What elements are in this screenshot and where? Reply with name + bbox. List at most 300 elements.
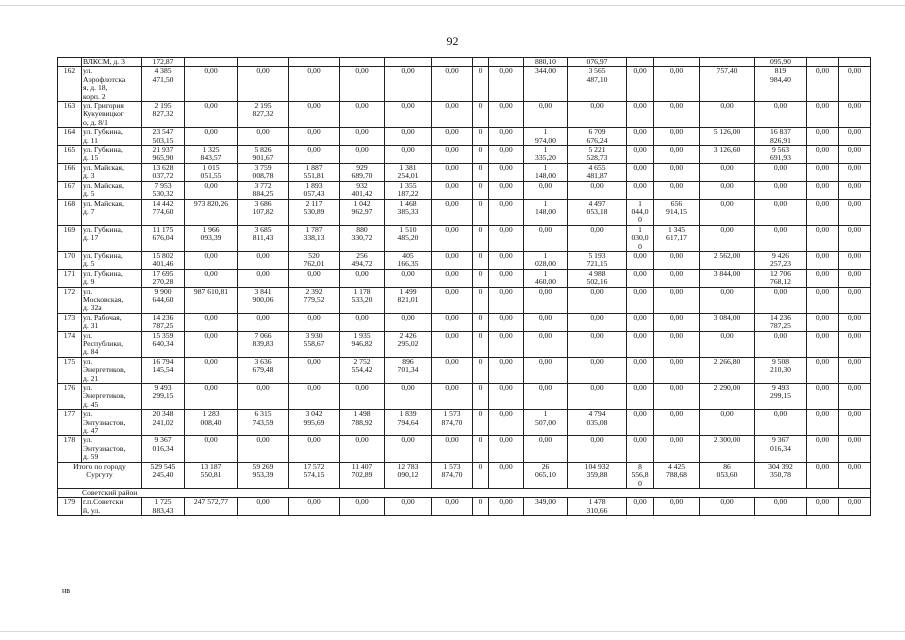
value-cell: 3 636 679,48 bbox=[238, 357, 289, 383]
value-cell: 21 937 965,90 bbox=[142, 146, 185, 164]
value-cell: 0 bbox=[473, 436, 489, 462]
value-cell: 0,00 bbox=[340, 146, 385, 164]
value-cell: 0 bbox=[473, 225, 489, 251]
value-cell: 0,00 bbox=[432, 287, 473, 313]
value-cell: 0 bbox=[473, 102, 489, 128]
value-cell: 0 bbox=[473, 199, 489, 225]
value-cell: 0,00 bbox=[839, 181, 871, 199]
value-cell: 0,00 bbox=[839, 146, 871, 164]
value-cell: 0,00 bbox=[524, 225, 568, 251]
value-cell: 0 bbox=[473, 67, 489, 102]
value-cell: 0,00 bbox=[627, 436, 654, 462]
value-cell: 656 914,15 bbox=[654, 199, 700, 225]
table-row bbox=[58, 102, 871, 128]
value-cell: 0,00 bbox=[489, 181, 524, 199]
value-cell: 0,00 bbox=[627, 357, 654, 383]
value-cell: 0,00 bbox=[654, 102, 700, 128]
value-cell: 0 bbox=[473, 163, 489, 181]
value-cell: 3 126,60 bbox=[700, 146, 755, 164]
value-cell: 0,00 bbox=[489, 163, 524, 181]
value-cell: 9 563 691,93 bbox=[755, 146, 807, 164]
value-cell: 0,00 bbox=[755, 163, 807, 181]
value-cell: 0,00 bbox=[700, 225, 755, 251]
row-number-cell: 175 bbox=[58, 357, 82, 383]
table-row bbox=[58, 199, 871, 225]
value-cell: 0,00 bbox=[489, 225, 524, 251]
value-cell: 0,00 bbox=[432, 146, 473, 164]
value-cell: 1 148,00 bbox=[524, 163, 568, 181]
value-cell: 0,00 bbox=[289, 128, 340, 146]
address-cell: ул. Московская, д. 32а bbox=[82, 287, 142, 313]
value-cell: 5 193 721,15 bbox=[568, 251, 627, 269]
value-cell: 11 175 676,04 bbox=[142, 225, 185, 251]
table-row bbox=[58, 357, 871, 383]
value-cell: 1 787 338,13 bbox=[289, 225, 340, 251]
value-cell: 0,00 bbox=[807, 128, 839, 146]
value-cell: 0,00 bbox=[432, 67, 473, 102]
value-cell bbox=[654, 58, 700, 67]
row-number-cell: 178 bbox=[58, 436, 82, 462]
table-row bbox=[58, 251, 871, 269]
value-cell: 0,00 bbox=[489, 498, 524, 516]
value-cell: 0,00 bbox=[627, 251, 654, 269]
total-value-cell: 26 065,10 bbox=[524, 462, 568, 488]
value-cell: 2 300,00 bbox=[700, 436, 755, 462]
value-cell: 0,00 bbox=[524, 313, 568, 331]
row-number-cell: 166 bbox=[58, 163, 82, 181]
value-cell: 17 695 270,28 bbox=[142, 269, 185, 287]
value-cell: 20 348 241,02 bbox=[142, 410, 185, 436]
value-cell: 0,00 bbox=[568, 225, 627, 251]
total-value-cell: 8 556,8 0 bbox=[627, 462, 654, 488]
value-cell: 0,00 bbox=[755, 225, 807, 251]
value-cell: 0,00 bbox=[185, 251, 238, 269]
value-cell: 0,00 bbox=[700, 163, 755, 181]
value-cell: 0,00 bbox=[755, 331, 807, 357]
value-cell: 0,00 bbox=[238, 436, 289, 462]
value-cell: 0,00 bbox=[568, 287, 627, 313]
value-cell: 0,00 bbox=[700, 102, 755, 128]
value-cell: 3 844,00 bbox=[700, 269, 755, 287]
value-cell: 0,00 bbox=[489, 146, 524, 164]
value-cell: 344,00 bbox=[524, 67, 568, 102]
total-value-cell: 12 783 090,12 bbox=[385, 462, 432, 488]
value-cell: 15 802 401,46 bbox=[142, 251, 185, 269]
value-cell: 896 701,34 bbox=[385, 357, 432, 383]
value-cell: 0,00 bbox=[289, 67, 340, 102]
value-cell: 0,00 bbox=[755, 181, 807, 199]
value-cell: 0,00 bbox=[432, 163, 473, 181]
value-cell: 4 385 471,50 bbox=[142, 67, 185, 102]
value-cell: 0,00 bbox=[839, 269, 871, 287]
value-cell: 1 725 883,43 bbox=[142, 498, 185, 516]
value-cell: 3 685 811,43 bbox=[238, 225, 289, 251]
value-cell: 0,00 bbox=[238, 269, 289, 287]
value-cell: 0,00 bbox=[432, 128, 473, 146]
value-cell: 929 689,70 bbox=[340, 163, 385, 181]
value-cell: 0 bbox=[473, 498, 489, 516]
value-cell bbox=[473, 58, 489, 67]
value-cell: 2 117 530,89 bbox=[289, 199, 340, 225]
value-cell: 1 498 788,92 bbox=[340, 410, 385, 436]
value-cell: 0 bbox=[473, 313, 489, 331]
table-row bbox=[58, 436, 871, 462]
total-value-cell: 1 573 874,70 bbox=[432, 462, 473, 488]
value-cell bbox=[238, 58, 289, 67]
section-row bbox=[58, 488, 871, 497]
value-cell: 0,00 bbox=[839, 498, 871, 516]
value-cell: 0,00 bbox=[627, 128, 654, 146]
value-cell: 0,00 bbox=[432, 384, 473, 410]
value-cell: 0,00 bbox=[432, 225, 473, 251]
value-cell: 0,00 bbox=[489, 384, 524, 410]
address-cell: ул. Майская, д. 7 bbox=[82, 199, 142, 225]
value-cell: 819 984,40 bbox=[755, 67, 807, 102]
value-cell: 0,00 bbox=[489, 287, 524, 313]
value-cell: 0,00 bbox=[627, 181, 654, 199]
value-cell: 0,00 bbox=[627, 67, 654, 102]
value-cell: 0,00 bbox=[654, 181, 700, 199]
value-cell: 1 974,00 bbox=[524, 128, 568, 146]
value-cell: 3 565 487,10 bbox=[568, 67, 627, 102]
value-cell: 0,00 bbox=[654, 269, 700, 287]
value-cell: 14 442 774,60 bbox=[142, 199, 185, 225]
value-cell: 0,00 bbox=[807, 67, 839, 102]
value-cell: 973 820,26 bbox=[185, 199, 238, 225]
value-cell: 0,00 bbox=[807, 313, 839, 331]
value-cell: 880,10 bbox=[524, 58, 568, 67]
value-cell: 247 572,77 bbox=[185, 498, 238, 516]
value-cell: 0,00 bbox=[627, 410, 654, 436]
value-cell: 3 759 008,78 bbox=[238, 163, 289, 181]
value-cell: 0,00 bbox=[385, 128, 432, 146]
value-cell: 0,00 bbox=[185, 128, 238, 146]
value-cell: 0,00 bbox=[627, 287, 654, 313]
value-cell: 0,00 bbox=[627, 102, 654, 128]
value-cell: 1 887 551,81 bbox=[289, 163, 340, 181]
table-row bbox=[58, 498, 871, 516]
value-cell: 0,00 bbox=[524, 181, 568, 199]
row-number-cell: 172 bbox=[58, 287, 82, 313]
value-cell: 13 628 037,72 bbox=[142, 163, 185, 181]
value-cell: 0,00 bbox=[340, 498, 385, 516]
value-cell: 0,00 bbox=[289, 498, 340, 516]
value-cell: 1 499 821,01 bbox=[385, 287, 432, 313]
value-cell: 0,00 bbox=[654, 331, 700, 357]
value-cell: 9 426 257,23 bbox=[755, 251, 807, 269]
total-value-cell: 0,00 bbox=[489, 462, 524, 488]
value-cell: 880 330,72 bbox=[340, 225, 385, 251]
value-cell: 0,00 bbox=[432, 102, 473, 128]
total-value-cell: 0 bbox=[473, 462, 489, 488]
value-cell: 0,00 bbox=[432, 269, 473, 287]
value-cell: 6 709 676,24 bbox=[568, 128, 627, 146]
total-label-cell: Итого по городу Сургуту bbox=[58, 462, 142, 488]
value-cell: 0 bbox=[473, 269, 489, 287]
value-cell: 0,00 bbox=[185, 181, 238, 199]
value-cell: 0,00 bbox=[489, 331, 524, 357]
value-cell: 0,00 bbox=[340, 436, 385, 462]
value-cell: 0,00 bbox=[568, 357, 627, 383]
value-cell: 0,00 bbox=[489, 436, 524, 462]
value-cell: 4 988 502,16 bbox=[568, 269, 627, 287]
value-cell: 095,90 bbox=[755, 58, 807, 67]
value-cell: 0,00 bbox=[568, 102, 627, 128]
total-value-cell: 104 932 359,88 bbox=[568, 462, 627, 488]
value-cell: 0 bbox=[473, 181, 489, 199]
value-cell: 0 bbox=[473, 128, 489, 146]
value-cell: 0,00 bbox=[654, 436, 700, 462]
value-cell: 1 893 057,43 bbox=[289, 181, 340, 199]
value-cell: 0,00 bbox=[654, 146, 700, 164]
value-cell: 2 195 827,32 bbox=[238, 102, 289, 128]
value-cell: 0,00 bbox=[654, 313, 700, 331]
value-cell: 0,00 bbox=[839, 199, 871, 225]
value-cell: 0 bbox=[473, 251, 489, 269]
value-cell: 0,00 bbox=[432, 331, 473, 357]
value-cell: 0,00 bbox=[289, 313, 340, 331]
row-number-cell: 168 bbox=[58, 199, 82, 225]
value-cell: 14 236 787,25 bbox=[755, 313, 807, 331]
value-cell: 0,00 bbox=[839, 287, 871, 313]
value-cell: 0,00 bbox=[289, 102, 340, 128]
value-cell: 4 794 035,08 bbox=[568, 410, 627, 436]
value-cell: 0 bbox=[473, 287, 489, 313]
row-number-cell: 173 bbox=[58, 313, 82, 331]
value-cell: 0,00 bbox=[807, 287, 839, 313]
value-cell: 0,00 bbox=[385, 146, 432, 164]
value-cell: 0,00 bbox=[807, 199, 839, 225]
value-cell: 3 084,00 bbox=[700, 313, 755, 331]
value-cell bbox=[700, 58, 755, 67]
value-cell: 0,00 bbox=[489, 251, 524, 269]
value-cell: 1 468 385,33 bbox=[385, 199, 432, 225]
value-cell: 0,00 bbox=[432, 199, 473, 225]
value-cell: 0,00 bbox=[627, 269, 654, 287]
value-cell: 1 030,0 0 bbox=[627, 225, 654, 251]
value-cell: 1 507,00 bbox=[524, 410, 568, 436]
value-cell bbox=[807, 58, 839, 67]
value-cell: 0 bbox=[473, 384, 489, 410]
value-cell: 0,00 bbox=[340, 384, 385, 410]
total-value-cell: 0,00 bbox=[839, 462, 871, 488]
total-value-cell: 17 572 574,15 bbox=[289, 462, 340, 488]
table-row bbox=[58, 181, 871, 199]
table-row bbox=[58, 410, 871, 436]
value-cell: 1 044,0 0 bbox=[627, 199, 654, 225]
value-cell: 9 493 299,15 bbox=[142, 384, 185, 410]
value-cell: 0,00 bbox=[627, 163, 654, 181]
value-cell: 0,00 bbox=[340, 269, 385, 287]
value-cell: 256 494,72 bbox=[340, 251, 385, 269]
value-cell: 0,00 bbox=[489, 199, 524, 225]
value-cell: 0,00 bbox=[839, 313, 871, 331]
value-cell: 7 066 839,83 bbox=[238, 331, 289, 357]
value-cell: 0,00 bbox=[238, 251, 289, 269]
total-value-cell: 59 269 953,39 bbox=[238, 462, 289, 488]
value-cell: 3 686 107,82 bbox=[238, 199, 289, 225]
value-cell: 2 195 827,32 bbox=[142, 102, 185, 128]
value-cell: 0,00 bbox=[839, 102, 871, 128]
value-cell bbox=[340, 58, 385, 67]
row-number-cell bbox=[58, 58, 82, 67]
value-cell: 0,00 bbox=[568, 384, 627, 410]
page-number: 92 bbox=[446, 34, 459, 48]
value-cell: 0,00 bbox=[238, 128, 289, 146]
value-cell: 0,00 bbox=[385, 384, 432, 410]
value-cell: 932 401,42 bbox=[340, 181, 385, 199]
value-cell: 0,00 bbox=[627, 498, 654, 516]
value-cell: 0,00 bbox=[489, 128, 524, 146]
value-cell: 0,00 bbox=[627, 384, 654, 410]
value-cell: 0,00 bbox=[700, 181, 755, 199]
value-cell: 0,00 bbox=[185, 269, 238, 287]
value-cell: 9 508 210,30 bbox=[755, 357, 807, 383]
value-cell: 0,00 bbox=[385, 102, 432, 128]
value-cell: 0,00 bbox=[807, 436, 839, 462]
value-cell: 0,00 bbox=[432, 251, 473, 269]
table-row bbox=[58, 269, 871, 287]
row-number-cell: 167 bbox=[58, 181, 82, 199]
value-cell: 0,00 bbox=[289, 357, 340, 383]
scan-edge-bottom bbox=[0, 631, 905, 632]
address-cell: ул. Губкина, д. 17 bbox=[82, 225, 142, 251]
row-number-cell: 179 bbox=[58, 498, 82, 516]
value-cell: 5 126,00 bbox=[700, 128, 755, 146]
value-cell: 0,00 bbox=[807, 357, 839, 383]
value-cell: 0,00 bbox=[185, 436, 238, 462]
row-number-cell: 177 bbox=[58, 410, 82, 436]
value-cell: 0,00 bbox=[839, 67, 871, 102]
value-cell: 1 839 794,64 bbox=[385, 410, 432, 436]
value-cell: 0,00 bbox=[839, 410, 871, 436]
value-cell: 0,00 bbox=[807, 331, 839, 357]
value-cell: 0,00 bbox=[340, 102, 385, 128]
value-cell bbox=[489, 58, 524, 67]
value-cell bbox=[185, 58, 238, 67]
value-cell bbox=[432, 58, 473, 67]
value-cell: 1 028,00 bbox=[524, 251, 568, 269]
value-cell: 1 573 874,70 bbox=[432, 410, 473, 436]
value-cell: 0,00 bbox=[654, 384, 700, 410]
value-cell: 0,00 bbox=[807, 251, 839, 269]
value-cell: 0,00 bbox=[839, 128, 871, 146]
value-cell: 0,00 bbox=[755, 410, 807, 436]
value-cell: 16 837 826,91 bbox=[755, 128, 807, 146]
row-number-cell: 162 bbox=[58, 67, 82, 102]
value-cell: 2 392 779,52 bbox=[289, 287, 340, 313]
table-row bbox=[58, 58, 871, 67]
value-cell: 0,00 bbox=[839, 331, 871, 357]
table-row bbox=[58, 287, 871, 313]
value-cell: 0,00 bbox=[807, 384, 839, 410]
value-cell: 1 478 310,66 bbox=[568, 498, 627, 516]
table-row bbox=[58, 163, 871, 181]
value-cell: 2 266,80 bbox=[700, 357, 755, 383]
value-cell: 0,00 bbox=[238, 313, 289, 331]
value-cell: 6 315 743,59 bbox=[238, 410, 289, 436]
value-cell: 0,00 bbox=[807, 225, 839, 251]
value-cell: 0,00 bbox=[524, 287, 568, 313]
value-cell: 0,00 bbox=[432, 313, 473, 331]
value-cell: 0,00 bbox=[185, 331, 238, 357]
value-cell: 0,00 bbox=[489, 313, 524, 331]
value-cell: 9 493 299,15 bbox=[755, 384, 807, 410]
address-cell: ул. Республики, д. 84 bbox=[82, 331, 142, 357]
value-cell: 0,00 bbox=[807, 163, 839, 181]
table-row bbox=[58, 146, 871, 164]
value-cell: 1 935 946,82 bbox=[340, 331, 385, 357]
value-cell bbox=[289, 58, 340, 67]
row-number-cell: 176 bbox=[58, 384, 82, 410]
value-cell: 0,00 bbox=[185, 313, 238, 331]
value-cell: 3 841 900,06 bbox=[238, 287, 289, 313]
value-cell: 0,00 bbox=[627, 313, 654, 331]
row-number-cell: 170 bbox=[58, 251, 82, 269]
value-cell: 1 460,00 bbox=[524, 269, 568, 287]
value-cell: 0,00 bbox=[807, 269, 839, 287]
row-number-cell: 171 bbox=[58, 269, 82, 287]
value-cell: 0,00 bbox=[524, 357, 568, 383]
value-cell: 0,00 bbox=[385, 67, 432, 102]
value-cell: 2 426 295,02 bbox=[385, 331, 432, 357]
value-cell: 0,00 bbox=[238, 384, 289, 410]
value-cell: 0,00 bbox=[524, 102, 568, 128]
row-number-cell: 165 bbox=[58, 146, 82, 164]
value-cell: 0,00 bbox=[807, 410, 839, 436]
value-cell: 1 325 843,57 bbox=[185, 146, 238, 164]
value-cell: 0,00 bbox=[238, 67, 289, 102]
value-cell: 0,00 bbox=[654, 498, 700, 516]
row-number-cell: 174 bbox=[58, 331, 82, 357]
value-cell: 0,00 bbox=[654, 163, 700, 181]
value-cell: 0,00 bbox=[489, 269, 524, 287]
value-cell: 0,00 bbox=[340, 67, 385, 102]
value-cell: 0,00 bbox=[432, 357, 473, 383]
value-cell: 0,00 bbox=[340, 128, 385, 146]
value-cell: 405 166,35 bbox=[385, 251, 432, 269]
value-cell: 0,00 bbox=[568, 436, 627, 462]
table-row bbox=[58, 128, 871, 146]
value-cell: 0 bbox=[473, 146, 489, 164]
value-cell: 0,00 bbox=[568, 331, 627, 357]
value-cell: 0,00 bbox=[654, 287, 700, 313]
value-cell: 0,00 bbox=[700, 331, 755, 357]
value-cell: 14 236 787,25 bbox=[142, 313, 185, 331]
value-cell: 2 752 554,42 bbox=[340, 357, 385, 383]
footer-initials: нв bbox=[62, 586, 71, 595]
address-cell: ул. Губкина, д. 15 bbox=[82, 146, 142, 164]
row-number-cell: 164 bbox=[58, 128, 82, 146]
value-cell: 1 015 051,55 bbox=[185, 163, 238, 181]
value-cell: 520 762,01 bbox=[289, 251, 340, 269]
value-cell: 0,00 bbox=[289, 269, 340, 287]
value-cell: 349,00 bbox=[524, 498, 568, 516]
value-cell: 0,00 bbox=[654, 251, 700, 269]
value-cell: 0,00 bbox=[654, 357, 700, 383]
value-cell bbox=[385, 58, 432, 67]
value-cell: 0,00 bbox=[568, 181, 627, 199]
total-value-cell: 304 392 350,78 bbox=[755, 462, 807, 488]
value-cell: 0,00 bbox=[489, 102, 524, 128]
value-cell: 3 772 884,25 bbox=[238, 181, 289, 199]
value-cell: 9 367 016,34 bbox=[755, 436, 807, 462]
value-cell: 0 bbox=[473, 357, 489, 383]
value-cell: 0 bbox=[473, 331, 489, 357]
address-cell: ул. Энтузиастов, д. 47 bbox=[82, 410, 142, 436]
value-cell: 0,00 bbox=[627, 331, 654, 357]
value-cell: 0,00 bbox=[185, 67, 238, 102]
